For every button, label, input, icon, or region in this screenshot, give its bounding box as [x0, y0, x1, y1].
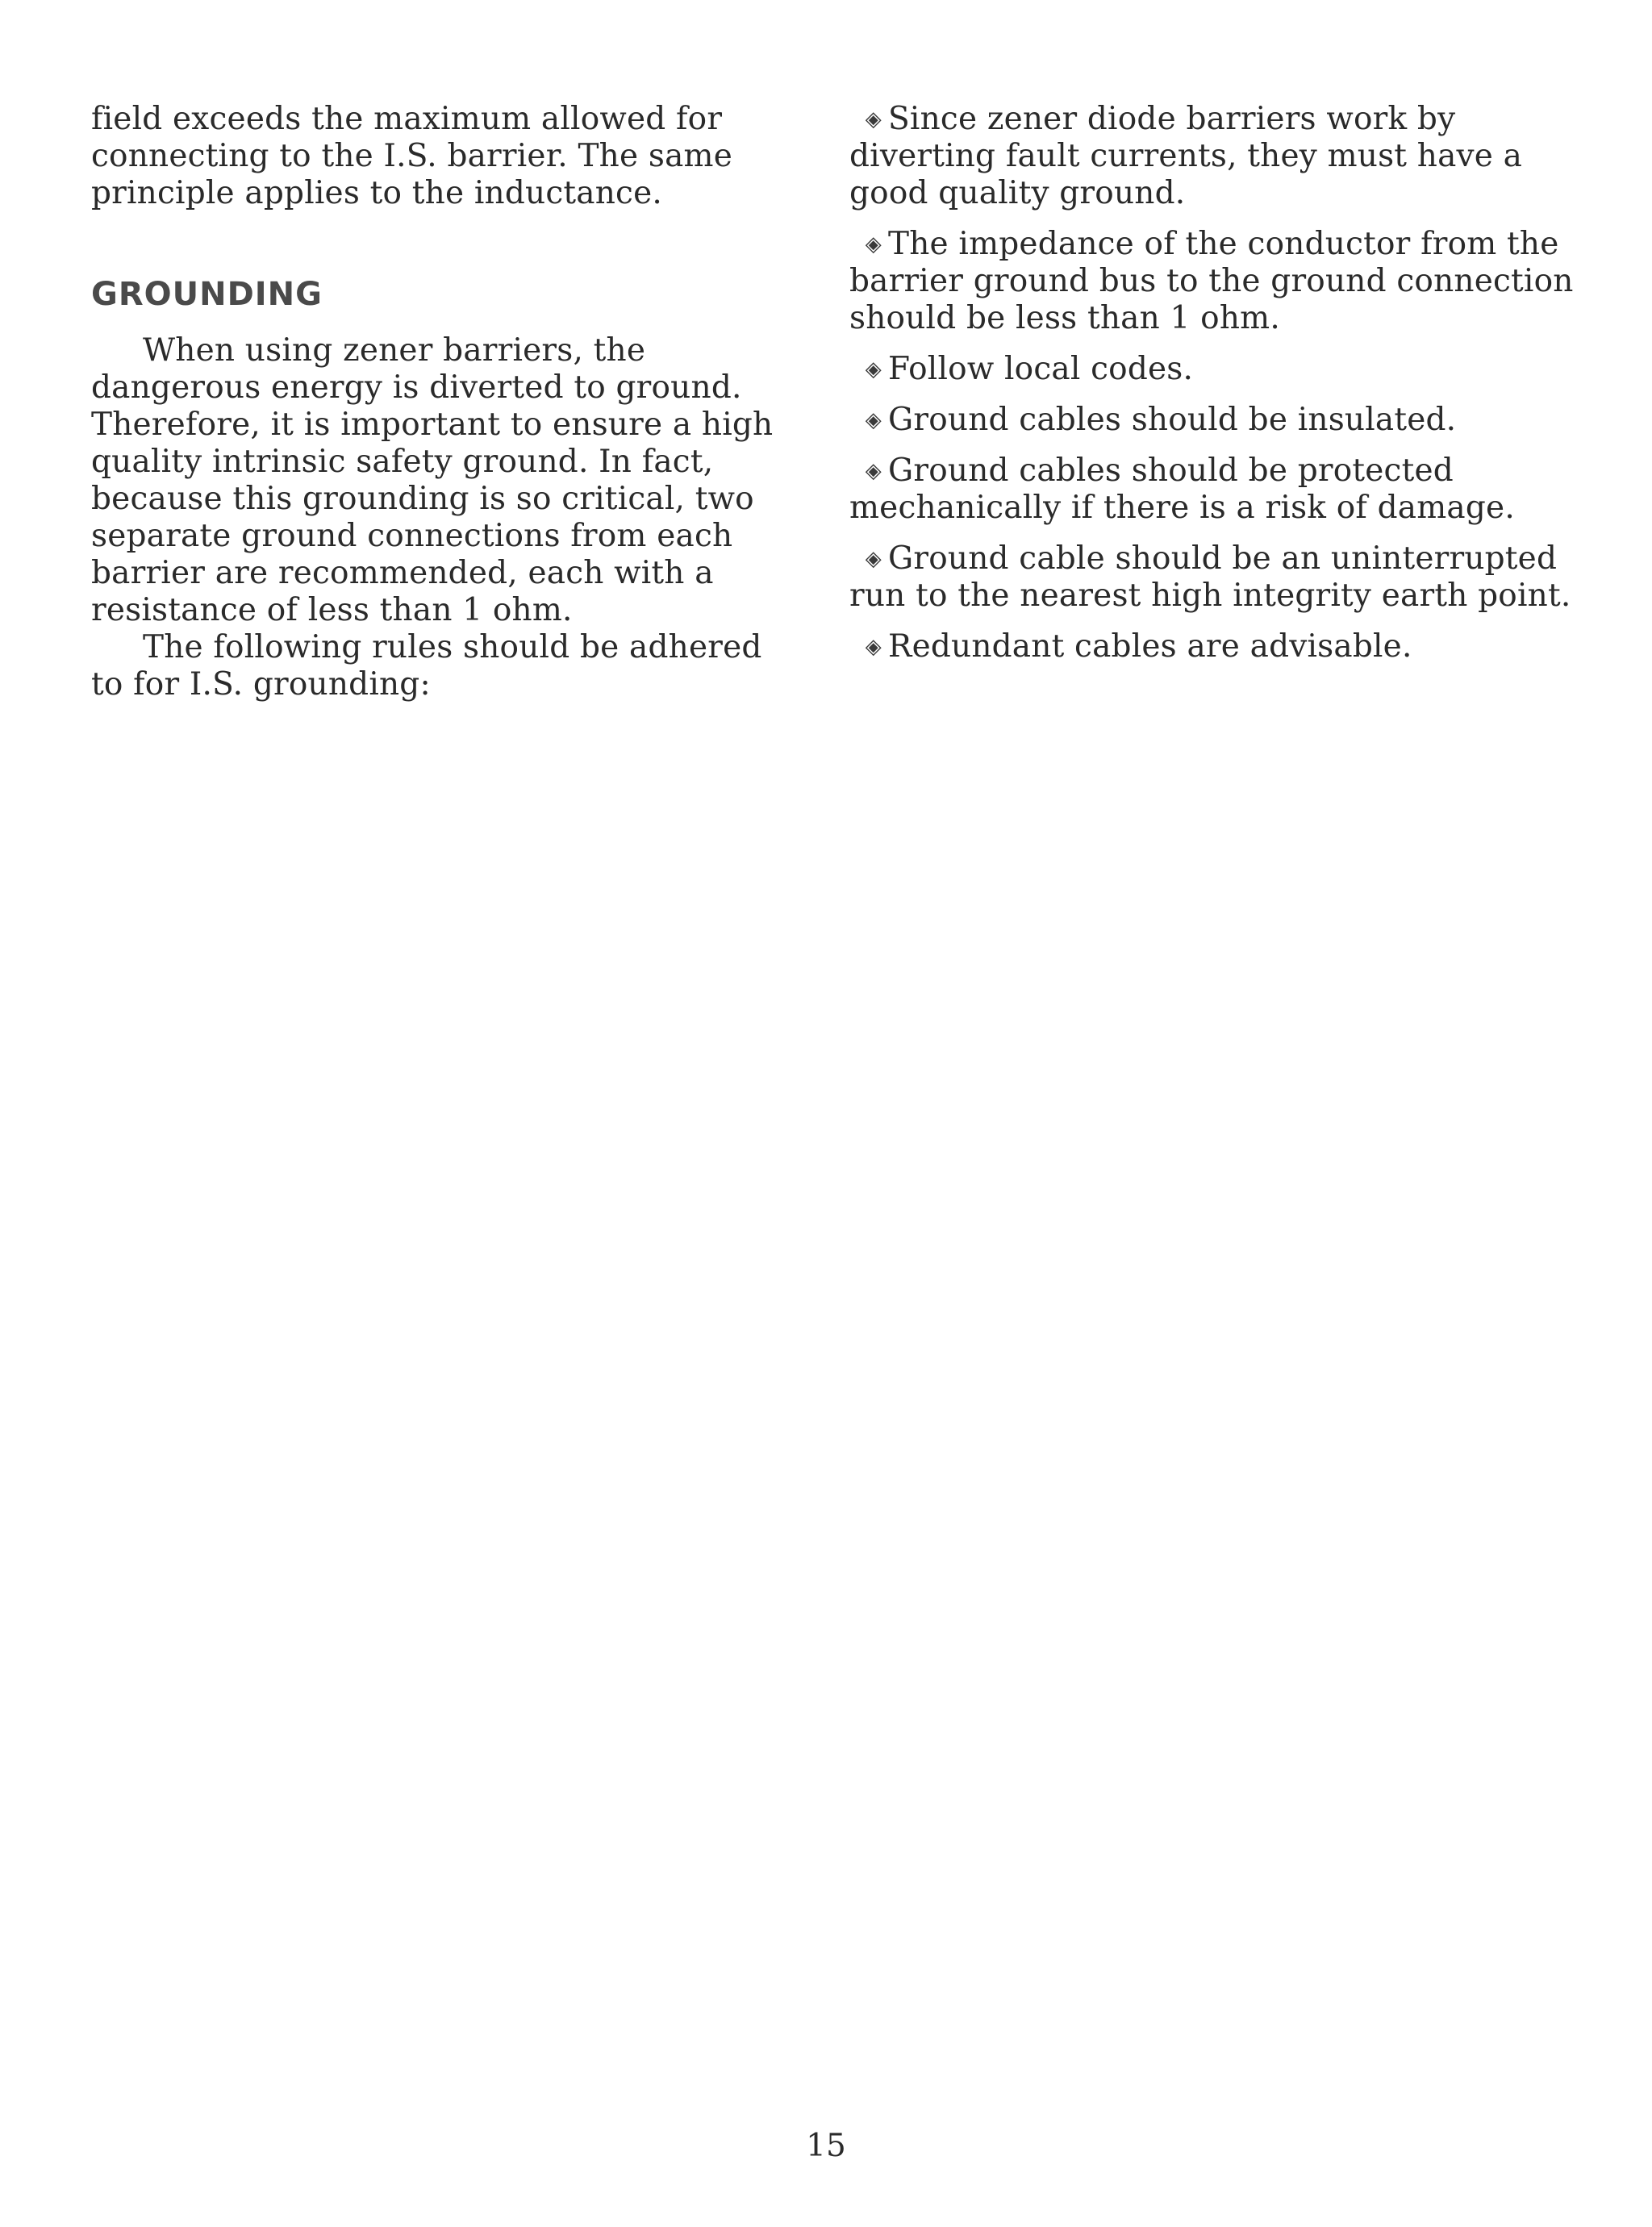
rule-text: Ground cables should be protected mechanically if there is a risk of damage.: [849, 452, 1515, 526]
rule-text: Since zener diode barriers work by diverting fault currents, they must have a good quality ground.: [849, 101, 1523, 211]
grounding-paragraph-1: When using zener barriers, the dangerous energy is diverted to ground. Therefore, it is important to ensure a high quality intrinsic safety ground. In fact, because this grounding is so critical, two separate ground connections from each barrier are recommended, each with a resistance of less than 1 ohm.: [91, 332, 774, 628]
rule-list-item: [849, 628, 1575, 665]
diamond-bullet-icon: ◈: [865, 547, 882, 571]
grounding-paragraph-2: The following rules should be adhered to for I.S. grounding:: [91, 629, 762, 703]
rule-text: The impedance of the conductor from the barrier ground bus to the ground connection should be less than 1 ohm.: [849, 226, 1574, 336]
rule-list-item: [849, 101, 1575, 212]
left-column: [91, 101, 777, 703]
rule-text: Redundant cables are advisable.: [888, 628, 1412, 665]
rule-text: Ground cable should be an uninterrupted run to the nearest high integrity earth point.: [849, 540, 1571, 614]
continuation-paragraph: field exceeds the maximum allowed for connecting to the I.S. barrier. The same principle applies to the inductance.: [91, 101, 732, 211]
rule-list-item: [849, 351, 1575, 388]
rule-list-item: [849, 402, 1575, 439]
rule-text: Ground cables should be insulated.: [888, 402, 1457, 438]
diamond-bullet-icon: ◈: [865, 232, 882, 256]
diamond-bullet-icon: ◈: [865, 408, 882, 432]
diamond-bullet-icon: ◈: [865, 635, 882, 659]
diamond-bullet-icon: ◈: [865, 357, 882, 382]
section-heading-grounding: GROUNDING: [91, 276, 323, 313]
rule-list-item: [849, 540, 1575, 615]
right-column: [849, 101, 1575, 679]
page-number: 15: [806, 2128, 846, 2164]
rule-text: Follow local codes.: [888, 351, 1194, 387]
diamond-bullet-icon: ◈: [865, 107, 882, 131]
rule-list-item: [849, 452, 1575, 527]
rule-list-item: [849, 226, 1575, 337]
diamond-bullet-icon: ◈: [865, 459, 882, 483]
